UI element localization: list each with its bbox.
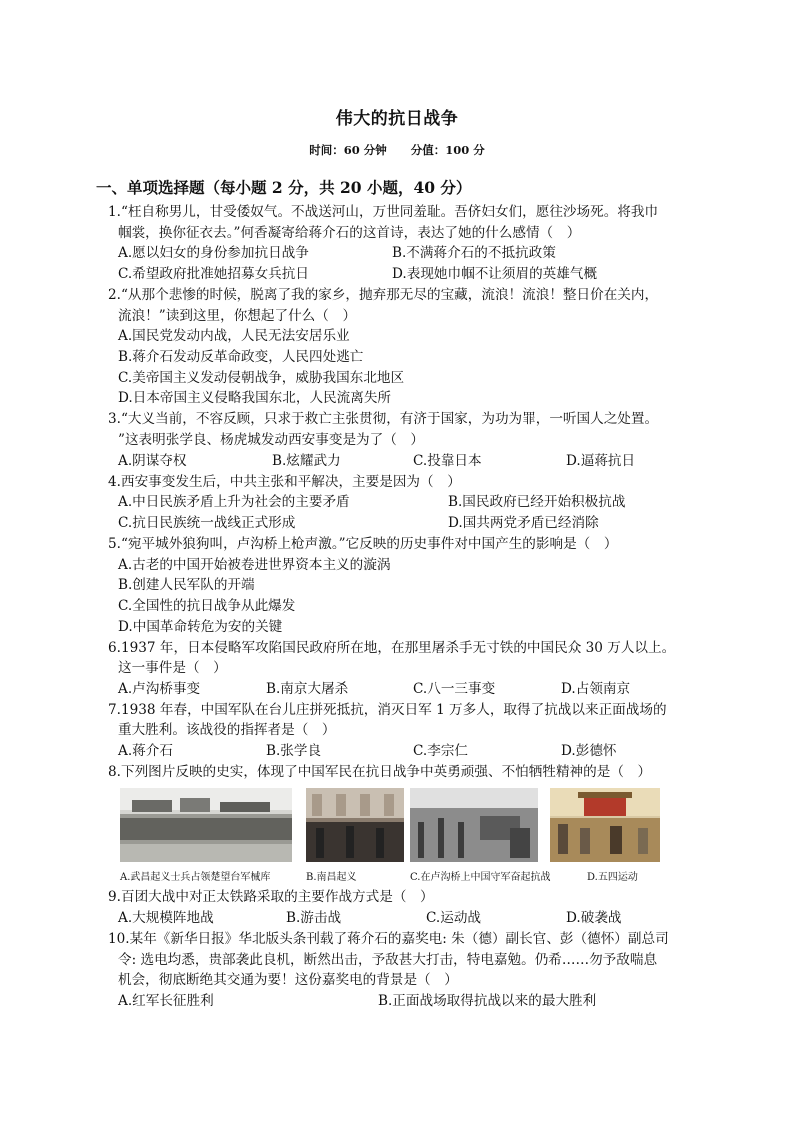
q10-stem-line-2: 令: 选电均悉，贵部袭此良机，断然出击，予敌甚大打击，特电嘉勉。仍希……勿予敌喘息 [118, 952, 658, 968]
q1-option-d[interactable]: D.表现她巾帼不让须眉的英雄气概 [392, 266, 598, 282]
nanchang-uprising-image [306, 788, 404, 862]
q1-option-b[interactable]: B.不满蒋介石的不抵抗政策 [392, 245, 556, 261]
q3-option-a[interactable]: A.阴谋夺权 [118, 453, 187, 469]
page-title: 伟大的抗日战争 [335, 109, 459, 129]
q1-stem-line-1: 1.“枉自称男儿，甘受倭奴气。不战送河山，万世同羞耻。吾侪妇女们，愿往沙场死。将我巾 [108, 204, 659, 220]
q8-photo-d[interactable] [550, 788, 660, 862]
q9-stem-line-1: 9.百团大战中对正太铁路采取的主要作战方式是（ ） [108, 889, 434, 905]
q8-photo-c[interactable] [410, 788, 538, 862]
q10-stem-line-3: 机会，彻底断绝其交通为要！这份嘉奖电的背景是（ ） [118, 972, 458, 988]
q1-stem-line-2: 帼裳，换你征衣去。”何香凝寄给蒋介石的这首诗，表达了她的什么感情（ ） [118, 225, 581, 241]
exam-meta [0, 142, 794, 158]
q8-option-a[interactable]: A.武昌起义士兵占领楚望台军械库 [120, 872, 271, 883]
q6-option-b[interactable]: B.南京大屠杀 [266, 681, 349, 697]
q4-option-d[interactable]: D.国共两党矛盾已经消除 [448, 515, 599, 531]
q3-option-c[interactable]: C.投靠日本 [413, 453, 482, 469]
q8-option-b[interactable]: B.南昌起义 [306, 872, 357, 883]
q10-stem-line-1: 10.某年《新华日报》华北版头条刊载了蒋介石的嘉奖电: 朱（德）副长官、彭（德怀）副总司 [108, 931, 669, 947]
q3-stem-line-1: 3.“大义当前，不容反顾，只求于救亡主张贯彻，有济于国家，为功为罪，一听国人之处置。 [108, 411, 659, 427]
q8-option-c[interactable]: C.在卢沟桥上中国守军奋起抗战 [410, 872, 551, 883]
may-fourth-painting-image [550, 788, 660, 862]
q4-stem-line-1: 4.西安事变发生后，中共主张和平解决，主要是因为（ ） [108, 474, 461, 490]
q9-option-b[interactable]: B.游击战 [286, 910, 342, 926]
q7-option-a[interactable]: A.蒋介石 [118, 743, 173, 759]
q6-option-a[interactable]: A.卢沟桥事变 [118, 681, 201, 697]
q5-option-a[interactable]: A.古老的中国开始被卷进世界资本主义的漩涡 [118, 557, 391, 573]
time-label: 时间： [309, 143, 344, 157]
q3-option-b[interactable]: B.炫耀武力 [272, 453, 341, 469]
q2-stem-line-2: 流浪！”读到这里，你想起了什么（ ） [118, 308, 357, 324]
q6-stem-line-1: 6.1937 年，日本侵略军攻陷国民政府所在地，在那里屠杀手无寸铁的中国民众 30 万人以上。 [108, 640, 676, 656]
q5-option-b[interactable]: B.创建人民军队的开端 [118, 577, 255, 593]
q3-stem-line-2: ”这表明张学良、杨虎城发动西安事变是为了（ ） [118, 432, 425, 448]
q9-option-c[interactable]: C.运动战 [426, 910, 482, 926]
q2-stem-line-1: 2.“从那个悲惨的时候，脱离了我的家乡，抛弃那无尽的宝藏，流浪！流浪！整日价在关内， [108, 287, 659, 303]
q2-option-d[interactable]: D.日本帝国主义侵略我国东北，人民流离失所 [118, 390, 392, 406]
q6-option-c[interactable]: C.八一三事变 [413, 681, 496, 697]
lugou-bridge-image [410, 788, 538, 862]
q4-option-b[interactable]: B.国民政府已经开始积极抗战 [448, 494, 626, 510]
q7-option-d[interactable]: D.彭德怀 [561, 743, 617, 759]
q8-photo-b[interactable] [306, 788, 404, 862]
score-info [411, 143, 485, 157]
section-heading: 一、单项选择题（每小题 2 分，共 20 小题，40 分） [96, 178, 472, 197]
q9-option-d[interactable]: D.破袭战 [566, 910, 622, 926]
q7-option-b[interactable]: B.张学良 [266, 743, 322, 759]
score-label: 分值： [410, 143, 446, 157]
q9-option-a[interactable]: A.大规模阵地战 [118, 910, 214, 926]
q7-stem-line-2: 重大胜利。该战役的指挥者是（ ） [118, 722, 336, 738]
q1-option-a[interactable]: A.愿以妇女的身份参加抗日战争 [118, 245, 309, 261]
q2-option-a[interactable]: A.国民党发动内战，人民无法安居乐业 [118, 328, 350, 344]
q4-option-a[interactable]: A.中日民族矛盾上升为社会的主要矛盾 [118, 494, 350, 510]
score-value: 100 分 [445, 143, 485, 157]
q8-photo-a[interactable] [120, 788, 292, 862]
q10-option-a[interactable]: A.红军长征胜利 [118, 993, 214, 1009]
q4-option-c[interactable]: C.抗日民族统一战线正式形成 [118, 515, 296, 531]
q5-option-d[interactable]: D.中国革命转危为安的关键 [118, 619, 283, 635]
q5-option-c[interactable]: C.全国性的抗日战争从此爆发 [118, 598, 296, 614]
time-value: 60 分钟 [343, 143, 387, 157]
q3-option-d[interactable]: D.逼蒋抗日 [566, 453, 636, 469]
q7-option-c[interactable]: C.李宗仁 [413, 743, 469, 759]
q1-option-c[interactable]: C.希望政府批准她招募女兵抗日 [118, 266, 309, 282]
q10-option-b[interactable]: B.正面战场取得抗战以来的最大胜利 [378, 993, 597, 1009]
q6-option-d[interactable]: D.占领南京 [561, 681, 631, 697]
time-info [309, 143, 387, 157]
q2-option-c[interactable]: C.美帝国主义发动侵朝战争，威胁我国东北地区 [118, 370, 405, 386]
q2-option-b[interactable]: B.蒋介石发动反革命政变，人民四处逃亡 [118, 349, 364, 365]
troops-field-image [120, 788, 292, 862]
q5-stem-line-1: 5.“宛平城外狼狗叫，卢沟桥上枪声激。”它反映的历史事件对中国产生的影响是（ ） [108, 536, 618, 552]
q8-option-d[interactable]: D.五四运动 [587, 872, 638, 883]
q6-stem-line-2: 这一事件是（ ） [118, 660, 227, 676]
q8-stem-line-1: 8.下列图片反映的史实，体现了中国军民在抗日战争中英勇顽强、不怕牺牲精神的是（ ） [108, 764, 652, 780]
q7-stem-line-1: 7.1938 年春，中国军队在台儿庄拼死抵抗，消灭日军 1 万多人，取得了抗战以来正面战场的 [108, 702, 667, 718]
